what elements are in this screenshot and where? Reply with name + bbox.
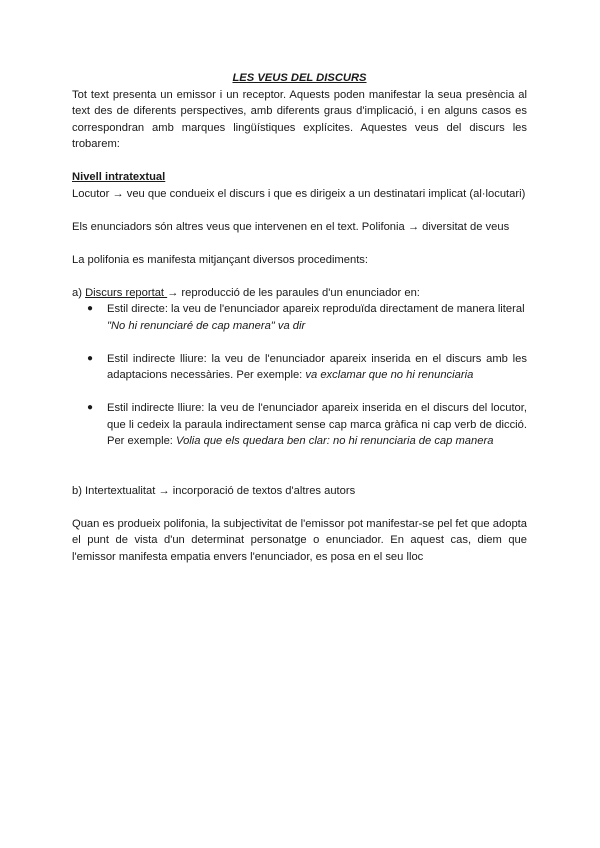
document-title: LES VEUS DEL DISCURS: [232, 72, 367, 84]
polifonia-line: La polifonia es manifesta mitjançant diversos procediments:: [72, 253, 368, 266]
spacer: [72, 235, 527, 252]
spacer: [72, 450, 527, 467]
bullet-list: [72, 301, 527, 450]
list-item: [72, 301, 527, 334]
bullet-icon: ●: [87, 352, 94, 364]
spacer: [72, 499, 527, 516]
spacer: [72, 466, 527, 483]
bullet-example: Volia que els quedara ben clar: no hi renunciaria de cap manera: [176, 435, 494, 447]
locutor-line: Locutor → veu que condueix el discurs i que es dirigeix a un destinatari implicat (al·locutari): [72, 187, 526, 200]
bullet-icon: ●: [87, 402, 94, 413]
bullet-text: Estil indirecte lliure: la veu de l'enunciador apareix inserida en el discurs amb les adaptacions necessàries. Per exemple:: [107, 352, 527, 381]
document-page: [72, 70, 527, 565]
list-item: [72, 400, 527, 450]
intro-paragraph: Tot text presenta un emissor i un receptor. Aquests poden manifestar la seua presència al text des de diferents perspectives, amb diferents graus d'implicació, i en alguns casos es correspondran amb marques lingüístiques explícites. Aquestes veus del discurs les trobarem:: [72, 88, 527, 150]
item-b-line: b) Intertextualitat → incorporació de textos d'altres autors: [72, 484, 356, 497]
item-a-rest: → reproducció de les paraules d'un enunciador en:: [167, 286, 420, 299]
spacer: [72, 153, 527, 170]
bullet-icon: ●: [87, 303, 94, 314]
section-heading: Nivell intratextual: [72, 171, 166, 183]
spacer: [72, 202, 527, 219]
bullet-example: "No hi renunciaré de cap manera" va dir: [107, 319, 306, 332]
bullet-example: va exclamar que no hi renunciaria: [305, 369, 474, 381]
bullet-text: Estil directe: la veu de l'enunciador apareix reproduïda directament de manera literal: [107, 303, 525, 315]
list-item: [72, 351, 527, 384]
item-a-line: [72, 285, 527, 302]
bullet-text: Estil indirecte lliure: la veu de l'enunciador apareix inserida en el discurs del locutor, que li cedeix la paraula indirectament sense cap marca gràfica ni cap verb de dicció. Per exemple:: [107, 402, 527, 447]
item-a-prefix: a): [72, 286, 86, 299]
closing-paragraph: Quan es produeix polifonia, la subjectivitat de l'emissor pot manifestar-se pel fet que adopta el punt de vista d'un determinat personatge o enunciador. En aquest cas, diem que l'emissor manifesta empatia envers l'enunciador, es posa en el seu lloc: [72, 517, 527, 563]
enunciadors-line: Els enunciadors són altres veus que intervenen en el text. Polifonia → diversitat de veus: [72, 220, 510, 233]
spacer: [72, 268, 527, 285]
item-a-term: Discurs reportat: [85, 286, 168, 299]
